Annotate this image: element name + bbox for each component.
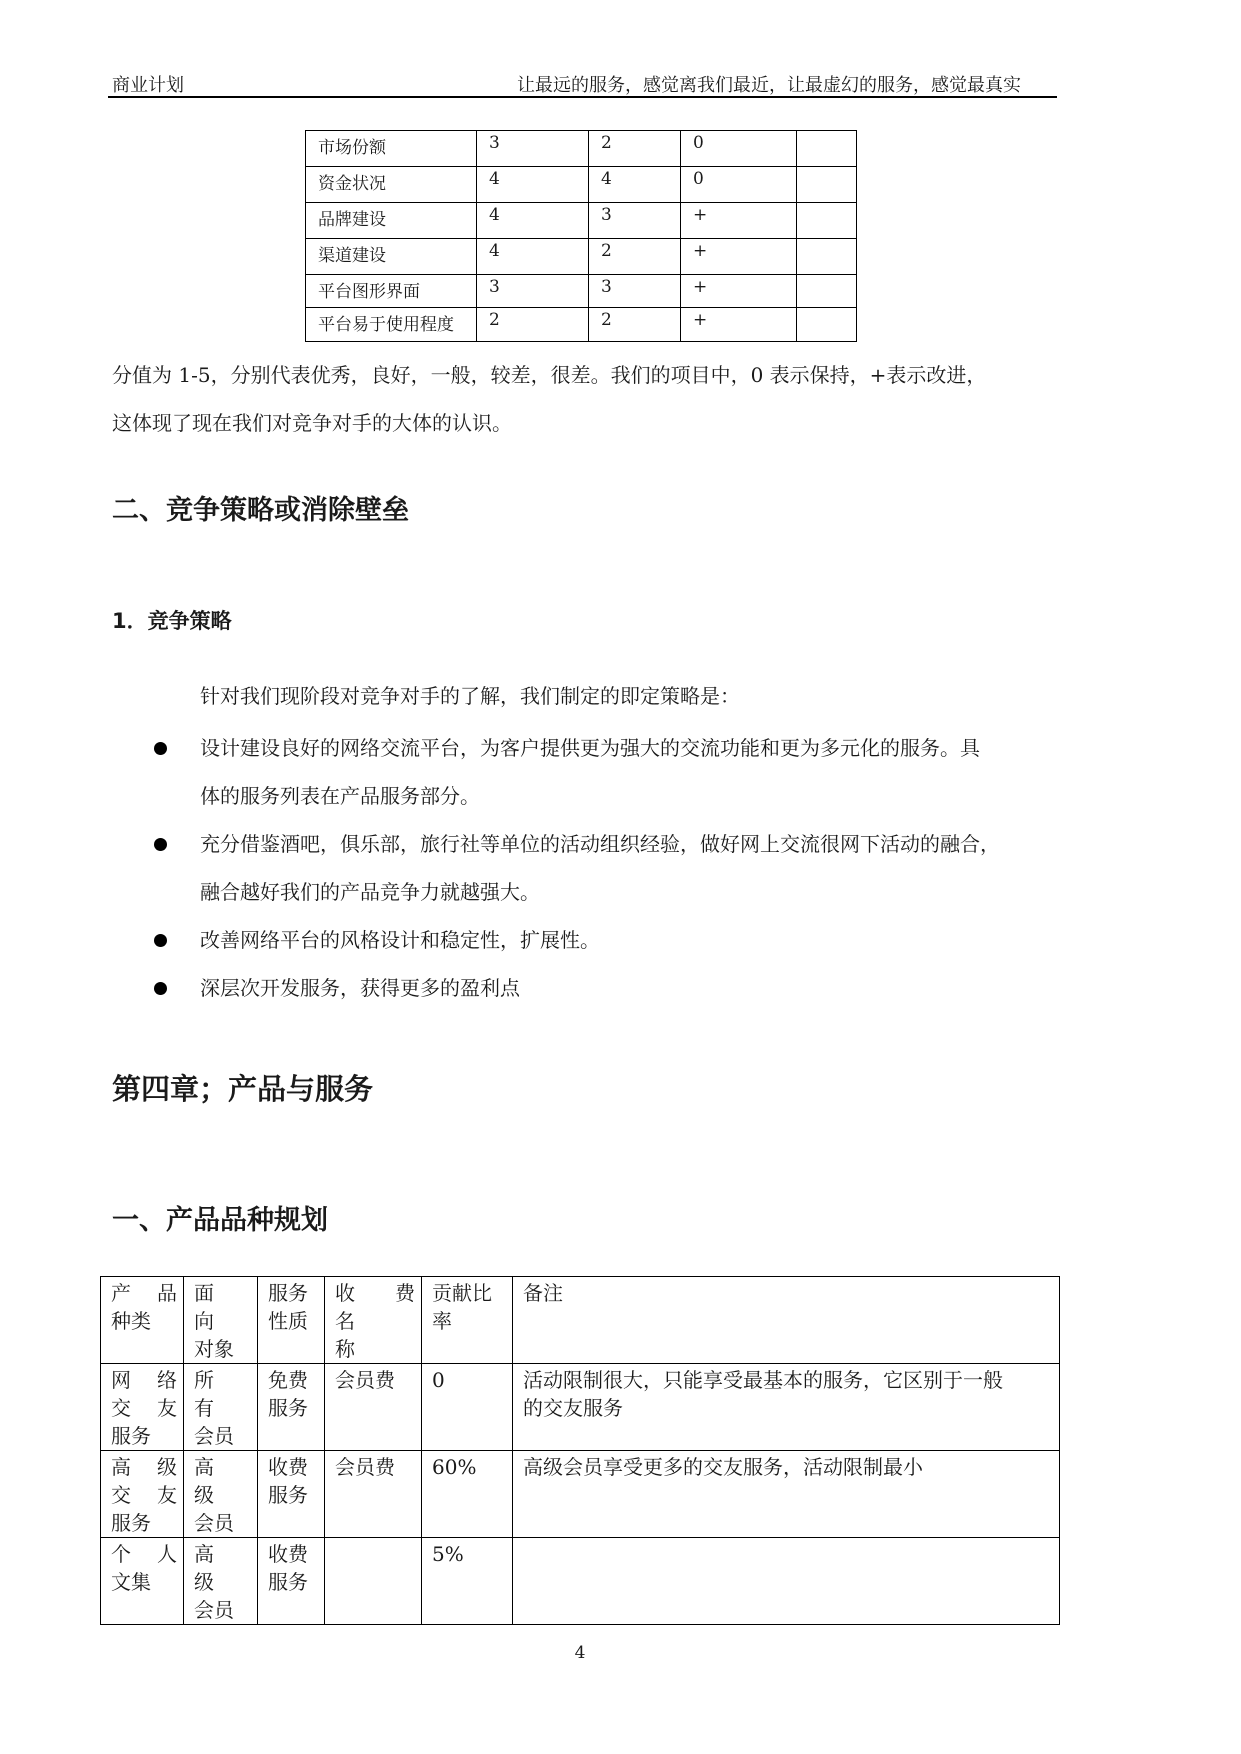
- list-item-line: 设计建设良好的网络交流平台，为客户提供更为强大的交流功能和更为多元化的服务。具: [200, 736, 980, 760]
- competitor-table: [305, 130, 857, 342]
- column-header: 收 费 名 称: [325, 1277, 422, 1364]
- table-cell: 4: [589, 167, 681, 203]
- table-cell: 市场份额: [306, 131, 477, 167]
- table-cell: 平台图形界面: [306, 275, 477, 308]
- table-row: [306, 131, 857, 167]
- table-cell: [797, 239, 857, 275]
- table-row: [101, 1451, 1060, 1538]
- list-item-line: 体的服务列表在产品服务部分。: [200, 784, 480, 808]
- table-cell: 会员费: [325, 1451, 422, 1538]
- table-cell: 网 络 交 友 服务: [101, 1364, 184, 1451]
- table-cell: +: [681, 308, 797, 342]
- table-cell: 5%: [422, 1538, 513, 1625]
- table-cell: 收费 服务: [258, 1538, 325, 1625]
- column-header: 面 向 对象: [184, 1277, 258, 1364]
- table-row: [306, 275, 857, 308]
- table-cell: 高 级 会员: [184, 1538, 258, 1625]
- strategy-list: [150, 724, 1070, 1012]
- bullet-icon: [154, 838, 167, 851]
- bullet-icon: [154, 742, 167, 755]
- table-row: [101, 1364, 1060, 1451]
- table-cell: 渠道建设: [306, 239, 477, 275]
- table-header-row: [101, 1277, 1060, 1364]
- section-heading: 一、产品品种规划: [112, 1205, 328, 1236]
- table-cell: +: [681, 239, 797, 275]
- table-cell: 3: [589, 275, 681, 308]
- header-rule: [108, 96, 1057, 98]
- table-cell: 4: [477, 167, 589, 203]
- list-item-line: 改善网络平台的风格设计和稳定性，扩展性。: [200, 928, 600, 952]
- column-header: 服务 性质: [258, 1277, 325, 1364]
- table-cell: 4: [477, 239, 589, 275]
- table-cell: 品牌建设: [306, 203, 477, 239]
- table-cell: 4: [477, 203, 589, 239]
- strategy-intro: 针对我们现阶段对竞争对手的了解，我们制定的即定策略是：: [200, 684, 740, 708]
- column-header: 产 品 种类: [101, 1277, 184, 1364]
- list-item: [150, 916, 1070, 964]
- list-item: [150, 724, 1070, 820]
- page-number: 4: [574, 1643, 586, 1663]
- section-heading: 二、竞争策略或消除壁垒: [112, 495, 409, 526]
- table-cell: +: [681, 203, 797, 239]
- subsection-heading: 1．竞争策略: [112, 609, 232, 633]
- table-cell: 高级会员享受更多的交友服务，活动限制最小: [513, 1451, 1060, 1538]
- table-row: [306, 203, 857, 239]
- table-cell: [797, 203, 857, 239]
- table-cell: 2: [477, 308, 589, 342]
- chapter-heading: 第四章；产品与服务: [112, 1072, 374, 1106]
- table-cell: 收费 服务: [258, 1451, 325, 1538]
- table-cell: 3: [477, 275, 589, 308]
- table-cell: 2: [589, 308, 681, 342]
- header-slogan: 让最远的服务，感觉离我们最近，让最虚幻的服务，感觉最真实: [517, 75, 1021, 96]
- table-cell: [325, 1538, 422, 1625]
- table-cell: 2: [589, 131, 681, 167]
- list-item-line: 融合越好我们的产品竞争力就越强大。: [200, 880, 540, 904]
- table-row: [306, 167, 857, 203]
- column-header: 贡献比 率: [422, 1277, 513, 1364]
- table-cell: 0: [422, 1364, 513, 1451]
- column-header: 备注: [513, 1277, 1060, 1364]
- table-cell: 3: [589, 203, 681, 239]
- table-cell: 60%: [422, 1451, 513, 1538]
- table-cell: [797, 275, 857, 308]
- list-item: [150, 964, 1070, 1012]
- table-cell: 所 有 会员: [184, 1364, 258, 1451]
- table-cell: [797, 167, 857, 203]
- bullet-icon: [154, 982, 167, 995]
- table-cell: 0: [681, 131, 797, 167]
- table-cell: 资金状况: [306, 167, 477, 203]
- table-cell: 平台易于使用程度: [306, 308, 477, 342]
- product-table: [100, 1276, 1060, 1625]
- table-cell: 高 级 会员: [184, 1451, 258, 1538]
- score-note-line: 这体现了现在我们对竞争对手的大体的认识。: [112, 411, 512, 435]
- table-cell: 0: [681, 167, 797, 203]
- table-cell: [797, 131, 857, 167]
- score-note: [112, 351, 986, 447]
- table-cell: 2: [589, 239, 681, 275]
- table-cell: 个 人 文集: [101, 1538, 184, 1625]
- header-title: 商业计划: [112, 75, 184, 96]
- table-cell: 高 级 交 友 服务: [101, 1451, 184, 1538]
- table-cell: [797, 308, 857, 342]
- table-cell: [513, 1538, 1060, 1625]
- table-row: [101, 1538, 1060, 1625]
- list-item-line: 深层次开发服务，获得更多的盈利点: [200, 976, 520, 1000]
- list-item-line: 充分借鉴酒吧，俱乐部，旅行社等单位的活动组织经验，做好网上交流很网下活动的融合，: [200, 832, 1000, 856]
- table-cell: 活动限制很大，只能享受最基本的服务，它区别于一般 的交友服务: [513, 1364, 1060, 1451]
- list-item: [150, 820, 1070, 916]
- table-row: [306, 308, 857, 342]
- table-cell: +: [681, 275, 797, 308]
- table-cell: 会员费: [325, 1364, 422, 1451]
- table-cell: 3: [477, 131, 589, 167]
- score-note-line: 分值为 1-5，分别代表优秀，良好，一般，较差，很差。我们的项目中，0 表示保持，+表示改进，: [112, 363, 987, 387]
- table-row: [306, 239, 857, 275]
- bullet-icon: [154, 934, 167, 947]
- table-cell: 免费 服务: [258, 1364, 325, 1451]
